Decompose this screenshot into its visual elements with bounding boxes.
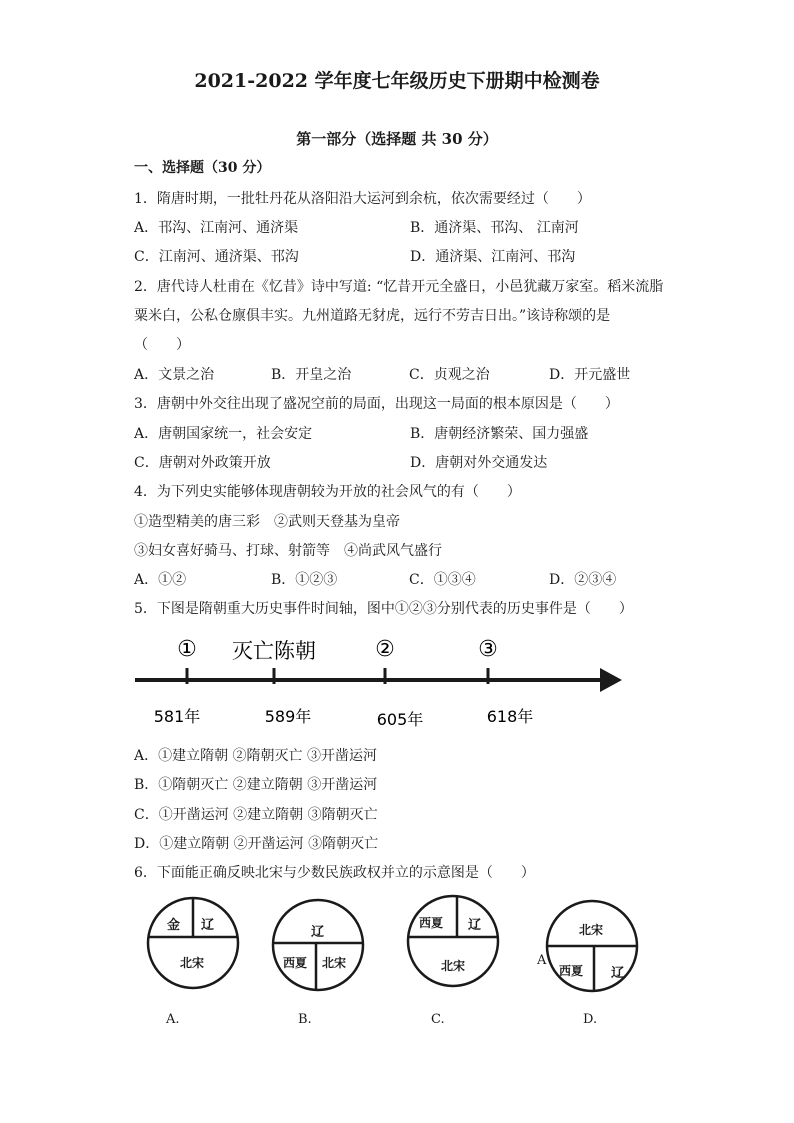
q3-option-c: C．唐朝对外政策开放 — [134, 455, 271, 471]
timeline-year-605: 605年 — [376, 710, 424, 729]
q1-option-c: C．江南河、通济渠、邗沟 — [134, 249, 299, 265]
diagram-d-label: D. — [583, 1012, 598, 1027]
q5-option-a: A．①建立隋朝 ②隋朝灭亡 ③开凿运河 — [134, 748, 378, 764]
q4-items-line2: ③妇女喜好骑马、打球、射箭等 ④尚武风气盛行 — [134, 543, 442, 559]
q4-option-a: A．①② — [134, 572, 187, 588]
diagram-a-cell-beisong: 北宋 — [180, 956, 205, 970]
q2-stem-line2: 粟米白，公私仓廪俱丰实。九州道路无豺虎，远行不劳吉日出。”该诗称颂的是 — [134, 308, 611, 324]
diagram-b-cell-beisong: 北宋 — [322, 956, 347, 970]
q6-diagram-c — [405, 893, 501, 989]
timeline-marker-2: ② — [375, 637, 395, 662]
timeline-marker-3: ③ — [478, 637, 498, 662]
q2-option-d: D．开元盛世 — [549, 367, 631, 383]
q5-option-d: D．①建立隋朝 ②开凿运河 ③隋朝灭亡 — [134, 836, 379, 852]
q4-stem: 4．为下列史实能够体现唐朝较为开放的社会风气的有（ ） — [134, 484, 521, 500]
diagram-a-cell-jin: 金 — [167, 918, 181, 933]
diagram-c-cell-liao: 辽 — [468, 918, 482, 933]
diagram-d-cell-liao: 辽 — [611, 966, 625, 981]
q1-option-b: B．通济渠、邗沟、 江南河 — [410, 220, 579, 236]
q4-items-line1: ①造型精美的唐三彩 ②武则天登基为皇帝 — [134, 514, 400, 530]
diagram-c-cell-xixia: 西夏 — [419, 916, 444, 930]
q3-option-d: D．唐朝对外交通发达 — [410, 455, 548, 471]
timeline-year-589: 589年 — [264, 707, 312, 726]
q1-option-d: D．通济渠、江南河、邗沟 — [410, 249, 576, 265]
q1-option-a: A．邗沟、江南河、通济渠 — [134, 220, 299, 236]
q3-option-a: A．唐朝国家统一，社会安定 — [134, 426, 313, 442]
timeline-marker-1: ① — [177, 637, 197, 662]
q5-timeline — [130, 628, 630, 738]
q4-option-b: B．①②③ — [271, 572, 338, 588]
q2-stem-line3: （ ） — [134, 337, 190, 353]
timeline-arrow-icon — [600, 668, 622, 692]
timeline-year-581: 581年 — [153, 707, 201, 726]
q5-option-c: C．①开凿运河 ②建立隋朝 ③隋朝灭亡 — [134, 807, 378, 823]
q6-stem: 6．下面能正确反映北宋与少数民族政权并立的示意图是（ ） — [134, 865, 535, 881]
diagram-c-label: C. — [431, 1012, 445, 1027]
section-heading: 一、选择题（30 分） — [134, 160, 271, 176]
q6-diagram-a — [145, 895, 241, 991]
q2-option-b: B．开皇之治 — [271, 367, 352, 383]
q1-stem: 1．隋唐时期，一批牡丹花从洛阳沿大运河到余杭，依次需要经过（ ） — [134, 191, 591, 207]
q5-stem: 5．下图是隋朝重大历史事件时间轴，图中①②③分别代表的历史事件是（ ） — [134, 601, 633, 617]
q3-option-b: B．唐朝经济繁荣、国力强盛 — [410, 426, 589, 442]
diagram-b-cell-liao: 辽 — [311, 925, 325, 940]
timeline-event-label: 灭亡陈朝 — [232, 639, 316, 663]
diagram-b-label: B. — [298, 1012, 312, 1027]
diagram-b-cell-xixia: 西夏 — [283, 956, 308, 970]
diagram-stray-mark: A — [537, 953, 547, 968]
q4-option-c: C．①③④ — [409, 572, 476, 588]
q5-option-b: B．①隋朝灭亡 ②建立隋朝 ③开凿运河 — [134, 777, 378, 793]
q2-stem-line1: 2．唐代诗人杜甫在《忆昔》诗中写道: “忆昔开元全盛日，小邑犹藏万家室。稻米流脂 — [134, 279, 664, 295]
q6-diagram-b — [270, 897, 366, 993]
q2-option-c: C．贞观之治 — [409, 367, 490, 383]
diagram-d-cell-xixia: 西夏 — [559, 964, 584, 978]
part-heading: 第一部分（选择题 共 30 分） — [296, 130, 498, 148]
diagram-c-cell-beisong: 北宋 — [441, 959, 466, 973]
q6-diagram-d — [544, 898, 640, 994]
q3-stem: 3．唐朝中外交往出现了盛况空前的局面，出现这一局面的根本原因是（ ） — [134, 396, 619, 412]
q2-option-a: A．文景之治 — [134, 367, 215, 383]
diagram-a-cell-liao: 辽 — [201, 918, 215, 933]
timeline-year-618: 618年 — [486, 707, 534, 726]
diagram-a-label: A. — [166, 1012, 180, 1027]
exam-title: 2021-2022 学年度七年级历史下册期中检测卷 — [194, 70, 600, 92]
diagram-d-cell-beisong: 北宋 — [579, 923, 604, 937]
q4-option-d: D．②③④ — [549, 572, 617, 588]
